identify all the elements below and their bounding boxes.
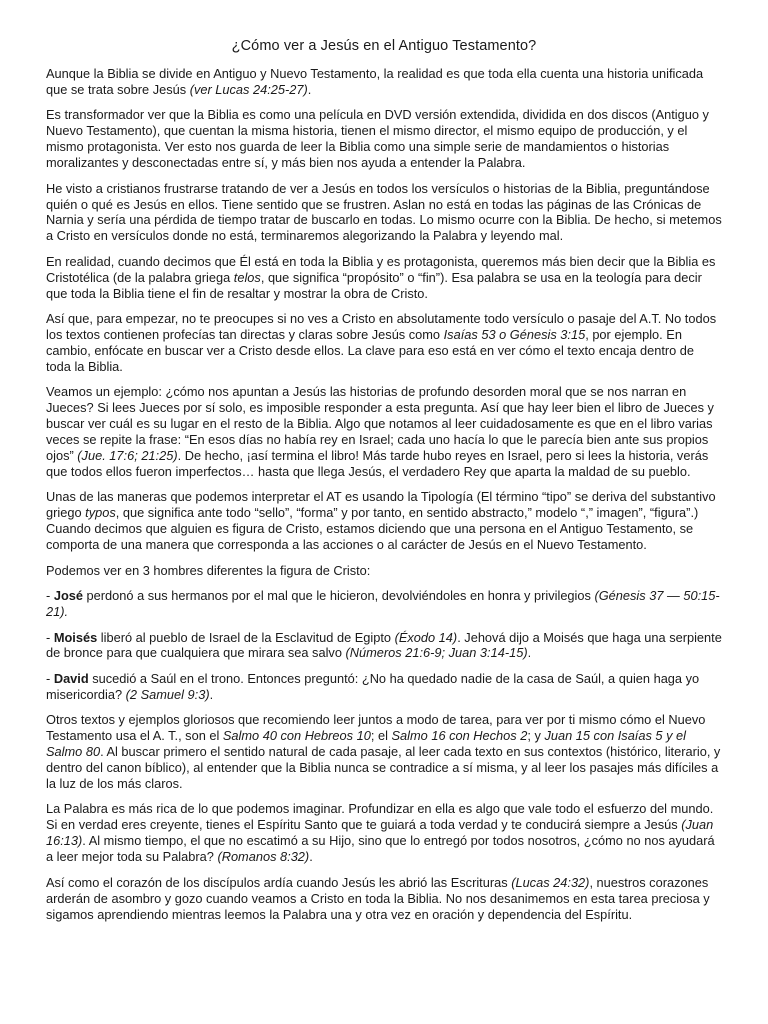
citation-text: (Génesis 37 — 50:15-21).	[46, 588, 720, 620]
paragraph-text: , que significa ante todo “sello”, “forma” y por tanto, en sentido abstracto,” modelo “,” imagen”, “figura”.) Cuando decimos que alguien es figura de Cristo, estamos diciendo que una persona en el Antiguo Testamento, se comporta de una manera que corresponda a las acciones o al carácter de Jesús en el Nuevo Testamento.	[46, 505, 699, 553]
citation-text: (Juan 16:13)	[46, 817, 714, 849]
citation-text: (ver Lucas 24:25-27)	[189, 81, 308, 97]
paragraph-text: .	[307, 81, 312, 97]
emphasis-name: José	[53, 588, 83, 604]
paragraph-text: Unas de las maneras que podemos interpretar el AT es usando la Tipología (El término “tipo” se deriva del substantivo griego	[46, 489, 716, 521]
paragraph	[46, 489, 722, 553]
paragraph	[46, 630, 722, 662]
paragraph-text: -	[46, 670, 54, 686]
paragraph	[46, 671, 722, 703]
citation-text: (Lucas 24:32)	[511, 874, 590, 890]
citation-text: typos	[85, 505, 116, 521]
paragraph-text: .	[209, 686, 214, 702]
paragraph-text: , nuestros corazones arderán de asombro y gozo cuando veamos a Cristo en toda la Biblia. No nos desanimemos en esta tarea preciosa y sigamos aprendiendo mientras leemos la Palabra una y otra vez en oración y dependencia del Espíritu.	[46, 874, 710, 922]
emphasis-name: Moisés	[53, 629, 98, 645]
citation-text: Salmo 16 con Hechos 2	[391, 728, 528, 744]
paragraph-text: . De hecho, ¡así termina el libro! Más tarde hubo reyes en Israel, pero si lees la historia, verás que todos ellos fueron imperfectos… hasta que llega Jesús, el verdadero Rey que aparta la maldad de su pueblo.	[46, 448, 709, 479]
paragraph-text: Otros textos y ejemplos gloriosos que recomiendo leer juntos a modo de tarea, para ver por ti mismo cómo el Nuevo Testamento usa el A. T., son el	[46, 712, 706, 744]
paragraph-text: -	[46, 629, 54, 645]
paragraph-text: -	[46, 588, 54, 604]
paragraph	[46, 311, 722, 375]
paragraph	[46, 181, 722, 245]
paragraph	[46, 107, 722, 171]
citation-text: Isaías 53 o Génesis 3:15	[443, 327, 586, 343]
document-title: ¿Cómo ver a Jesús en el Antiguo Testamento?	[231, 38, 537, 54]
paragraph-text: .	[309, 849, 313, 865]
emphasis-name: David	[53, 670, 89, 686]
paragraph-text: Aunque la Biblia se divide en Antiguo y Nuevo Testamento, la realidad es que toda ella cuenta una historia unificada que se trata sobre Jesús	[46, 66, 704, 97]
paragraph-text: , por ejemplo. En cambio, enfócate en buscar ver a Cristo desde ellos. La clave para eso está en ver cómo el texto encaja dentro de toda la Biblia.	[46, 327, 695, 374]
paragraph-text: Es transformador ver que la Biblia es como una película en DVD versión extendida, dividida en dos discos (Antiguo y Nuevo Testamento), que cuentan la misma historia, tienen el mismo director, el mismo equipo de producción, y el mismo protagonista. Ver esto nos guarda de leer la Biblia como una simple serie de mandamientos o historias moralizantes y desconectadas entre sí, y más bien nos ayuda a entender la Palabra.	[46, 107, 709, 171]
paragraph	[46, 801, 722, 865]
paragraph-text: ; y	[527, 728, 545, 744]
paragraph-text: . Jehová dijo a Moisés que haga una serpiente de bronce para que cualquiera que mirara sea salvo	[46, 629, 722, 661]
paragraph-text: Podemos ver en 3 hombres diferentes la figura de Cristo:	[46, 562, 371, 578]
citation-text: (Números 21:6-9; Juan 3:14-15)	[345, 645, 528, 661]
paragraph	[46, 66, 722, 98]
paragraph-text: Veamos un ejemplo: ¿cómo nos apuntan a Jesús las historias de profundo desorden moral que se nos narran en Jueces? Si lees Jueces por sí solo, es imposible responder a esta pregunta. Así que hay leer bien el libro de Jueces y buscar ver cuál es su lugar en el resto de la Biblia. Algo que notamos al leer cuidadosamente es que en el libro varias veces se repite la frase: “En esos días no había rey en Israel; cada uno hacía lo que le parecía bien ante sus propios ojos”	[46, 384, 714, 463]
paragraph	[46, 254, 722, 302]
citation-text: (Jue. 17:6; 21:25)	[77, 448, 178, 463]
citation-text: (2 Samuel 9:3)	[125, 686, 210, 702]
citation-text: (Romanos 8:32)	[217, 849, 310, 865]
paragraph-text: , que significa “propósito” o “fin”). Esa palabra se usa en la teología para decir que toda la Biblia tiene el fin de resaltar y mostrar la obra de Cristo.	[46, 269, 702, 301]
paragraph-text: . Al buscar primero el sentido natural de cada pasaje, al leer cada texto en sus contextos (histórico, literario, y dentro del canon bíblico), al entender que la Biblia nunca se contradice a sí misma, y al leer los pasajes más difíciles a la luz de los más claros.	[46, 744, 721, 791]
paragraph	[46, 384, 722, 479]
paragraph-text: liberó al pueblo de Israel de la Esclavitud de Egipto	[97, 629, 395, 645]
paragraph-text: En realidad, cuando decimos que Él está en toda la Biblia y es protagonista, queremos más bien decir que la Biblia es Cristotélica (de la palabra griega	[46, 253, 716, 285]
paragraph	[46, 563, 722, 579]
citation-text: (Éxodo 14)	[394, 629, 458, 645]
paragraph-text: sucedió a Saúl en el trono. Entonces preguntó: ¿No ha quedado nadie de la casa de Saúl, a quien haga yo misericordia?	[46, 670, 700, 702]
paragraph	[46, 588, 722, 620]
paragraph-text: He visto a cristianos frustrarse tratando de ver a Jesús en todos los versículos o historias de la Biblia, preguntándose quién o qué es Jesús en ellos. Tiene sentido que se frustren. Aslan no está en todas las páginas de las Crónicas de Narnia y sería una pérdida de tiempo tratar de buscarlo en todas. Lo mismo ocurre con la Biblia. De hecho, si metemos a Cristo en versículos donde no está, terminaremos alegorizando la Palabra y leyendo mal.	[46, 180, 722, 244]
document-body	[46, 66, 722, 922]
paragraph-text: perdonó a sus hermanos por el mal que le hicieron, devolviéndoles en honra y privilegios	[83, 588, 595, 604]
citation-text: Salmo 40 con Hebreos 10	[222, 728, 371, 744]
citation-text: Juan 15 con Isaías 5 y el Salmo 80	[46, 728, 687, 760]
paragraph-text: . Al mismo tiempo, el que no escatimó a su Hijo, sino que lo entregó por todos nosotros, ¿cómo no nos ayudará a leer mejor toda su Palabra?	[46, 833, 715, 865]
paragraph-text: Así como el corazón de los discípulos ardía cuando Jesús les abrió las Escrituras	[46, 874, 512, 890]
paragraph-text: .	[527, 645, 532, 661]
paragraph-text: Así que, para empezar, no te preocupes si no ves a Cristo en absolutamente todo versículo o pasaje del A.T. No todos los textos contienen profecías tan directas y claras sobre Jesús como	[46, 311, 717, 343]
paragraph	[46, 875, 722, 923]
paragraph-text: La Palabra es más rica de lo que podemos imaginar. Profundizar en ella es algo que vale todo el esfuerzo del mundo. Si en verdad eres creyente, tienes el Espíritu Santo que te guiará a toda verdad y te conducirá siempre a Jesús	[46, 801, 714, 833]
citation-text: telos	[233, 269, 261, 285]
paragraph-text: ; el	[370, 728, 392, 744]
paragraph	[46, 712, 722, 792]
